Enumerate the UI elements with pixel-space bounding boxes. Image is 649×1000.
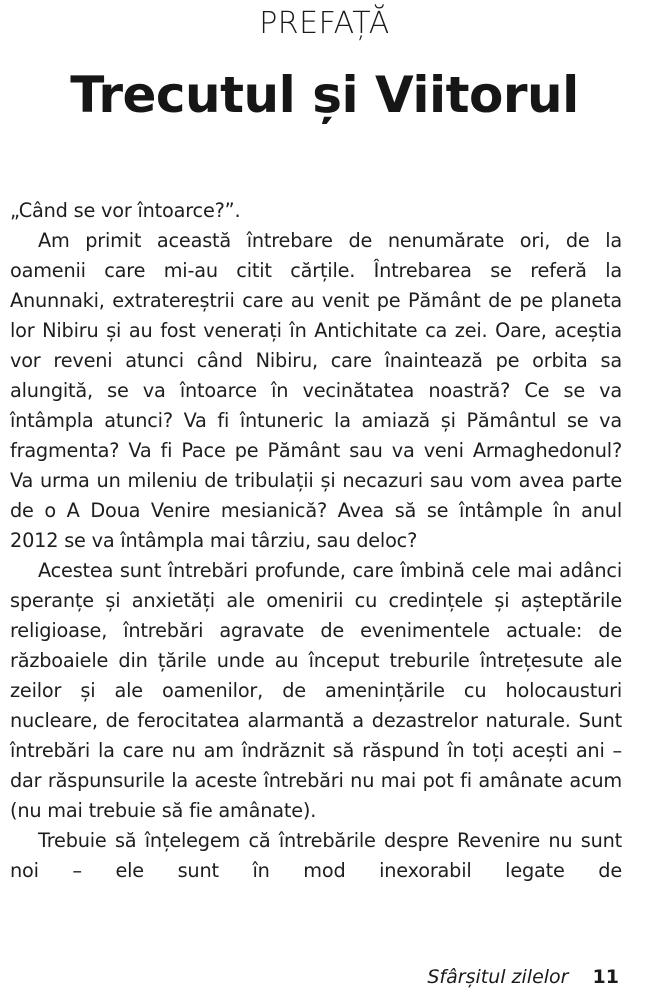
paragraph: Am primit această întrebare de nenumărate ori, de la oamenii care mi-au citit cărțile. Întrebarea se referă la Anunnaki, extratereștrii care au venit pe Pământ de pe planeta lor Nibiru și au fost venerați în Antichitate ca zei. Oare, aceștia vor reveni atunci când Nibiru, care înaintează pe orbita sa alungită, se va întoarce în vecinătatea noastră? Ce se va întâmpla atunci? Va fi întuneric la amiază și Pământul se va fragmenta? Va fi Pace pe Pământ sau va veni Armaghedonul? Va urma un mileniu de tribulații și necazuri sau vom avea parte de o A Doua Venire mesianică? Avea să se întâmple în anul 2012 se va întâmpla mai târziu, sau deloc? <box>10 229 622 552</box>
chapter-title: Trecutul și Viitorul <box>70 66 579 124</box>
footer-book-title: Sfârșitul zilelor <box>427 966 569 988</box>
paragraph-quote: „Când se vor întoarce?”. <box>10 199 241 222</box>
paragraph: Trebuie să înțelegem că întrebările despre Revenire nu sunt noi – ele sunt în mod inexorabil legate de <box>10 829 622 882</box>
section-kicker: PREFAȚĂ <box>259 6 390 41</box>
body-text <box>10 196 622 886</box>
paragraph: Acestea sunt întrebări profunde, care îmbină cele mai adânci speranțe și anxietăți ale omenirii cu credințele și așteptările religioase, întrebări agravate de evenimentele actuale: de războaiele din țările unde au început treburile întrețesute ale zeilor și ale oamenilor, de amenințările cu holocausturi nucleare, de ferocitatea alarmantă a dezastrelor naturale. Sunt întrebări la care nu am îndrăznit să răspund în toți acești ani – dar răspunsurile la aceste întrebări nu mai pot fi amânate acum (nu mai trebuie să fie amânate). <box>10 559 622 822</box>
page-number: 11 <box>592 966 619 988</box>
running-footer <box>427 966 619 988</box>
